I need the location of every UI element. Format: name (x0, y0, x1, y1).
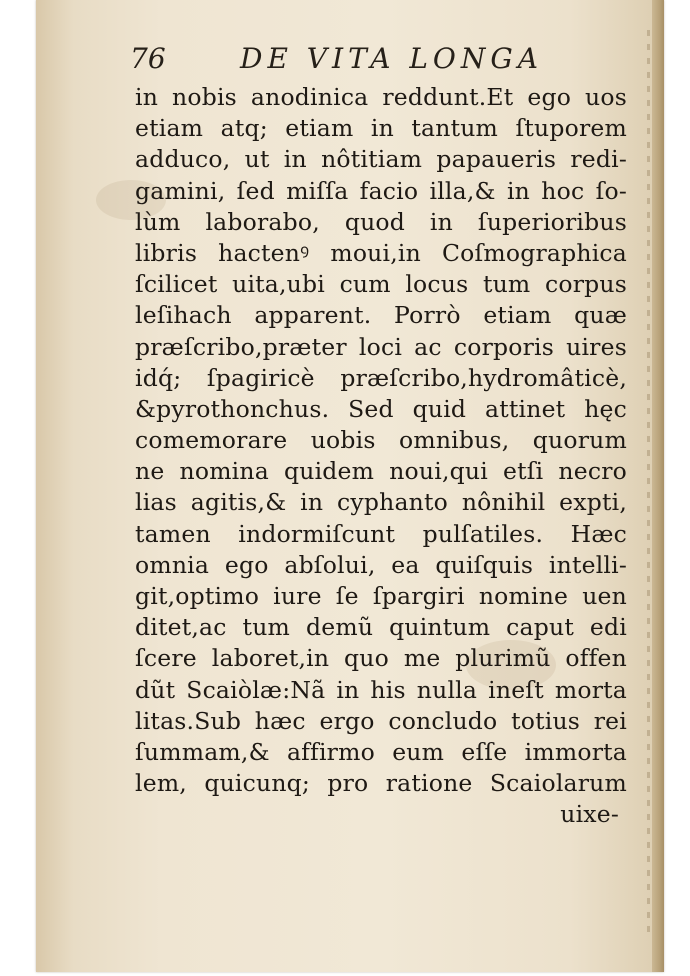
page-edge (652, 0, 664, 972)
text-line: omnia ego abſolui, ea quiſquis intelli- (135, 550, 627, 579)
text-line: tamen indormiſcunt pulſatiles. Hæc (135, 519, 627, 548)
text-line: &pyrothonchus. Sed quid attinet hęc (135, 394, 627, 423)
text-line: lem, quicunq; pro ratione Scaiolarum (135, 769, 627, 798)
text-line: gamini, ſed miſſa facio illa,& in hoc ſo- (135, 176, 627, 205)
text-line: ditet,ac tum demũ quintum caput edi (135, 613, 627, 642)
page-header (130, 42, 630, 82)
text-line: ſummam,& affirmo eum eſſe immorta (135, 737, 627, 766)
page-number: 76 (130, 42, 166, 75)
text-line: litas.Sub hæc ergo concludo totius rei (135, 706, 627, 735)
page-edge-shadow (647, 30, 650, 940)
text-line: ſcilicet uita,ubi cum locus tum corpus (135, 270, 627, 299)
text-line: leſihach apparent. Porrò etiam quæ (135, 301, 627, 330)
catchword: uixe- (560, 800, 619, 829)
text-line: in nobis anodinica reddunt.Et ego uos (135, 83, 627, 111)
text-line: lias agitis,& in cyphanto nônihil expti, (135, 488, 627, 517)
text-line: dũt Scaiòlæ:Nã in his nulla ineſt morta (135, 675, 627, 704)
body-text (135, 82, 627, 831)
text-line: adduco, ut in nôtitiam papaueris redi- (135, 145, 627, 174)
text-line: præſcribo,præter loci ac corporis uires (135, 332, 627, 361)
running-title: DE VITA LONGA (240, 42, 543, 75)
text-line: ſcere laboret,in quo me plurimũ offen (135, 644, 627, 673)
text-line: etiam atq; etiam in tantum ſtuporem (135, 114, 627, 143)
text-line: lùm laborabo, quod in ſuperioribus (135, 207, 627, 236)
text-line: git,optimo iure ſe ſpargiri nomine uen (135, 582, 627, 610)
text-line: comemorare uobis omnibus, quorum (135, 426, 627, 455)
text-line: ne nomina quidem noui,qui etſi necro (135, 457, 627, 486)
text-line: libris hactenꝰ moui,in Coſmographica (135, 238, 627, 267)
text-line: idq́; ſpagiricè præſcribo,hydromâticè, (135, 363, 627, 392)
